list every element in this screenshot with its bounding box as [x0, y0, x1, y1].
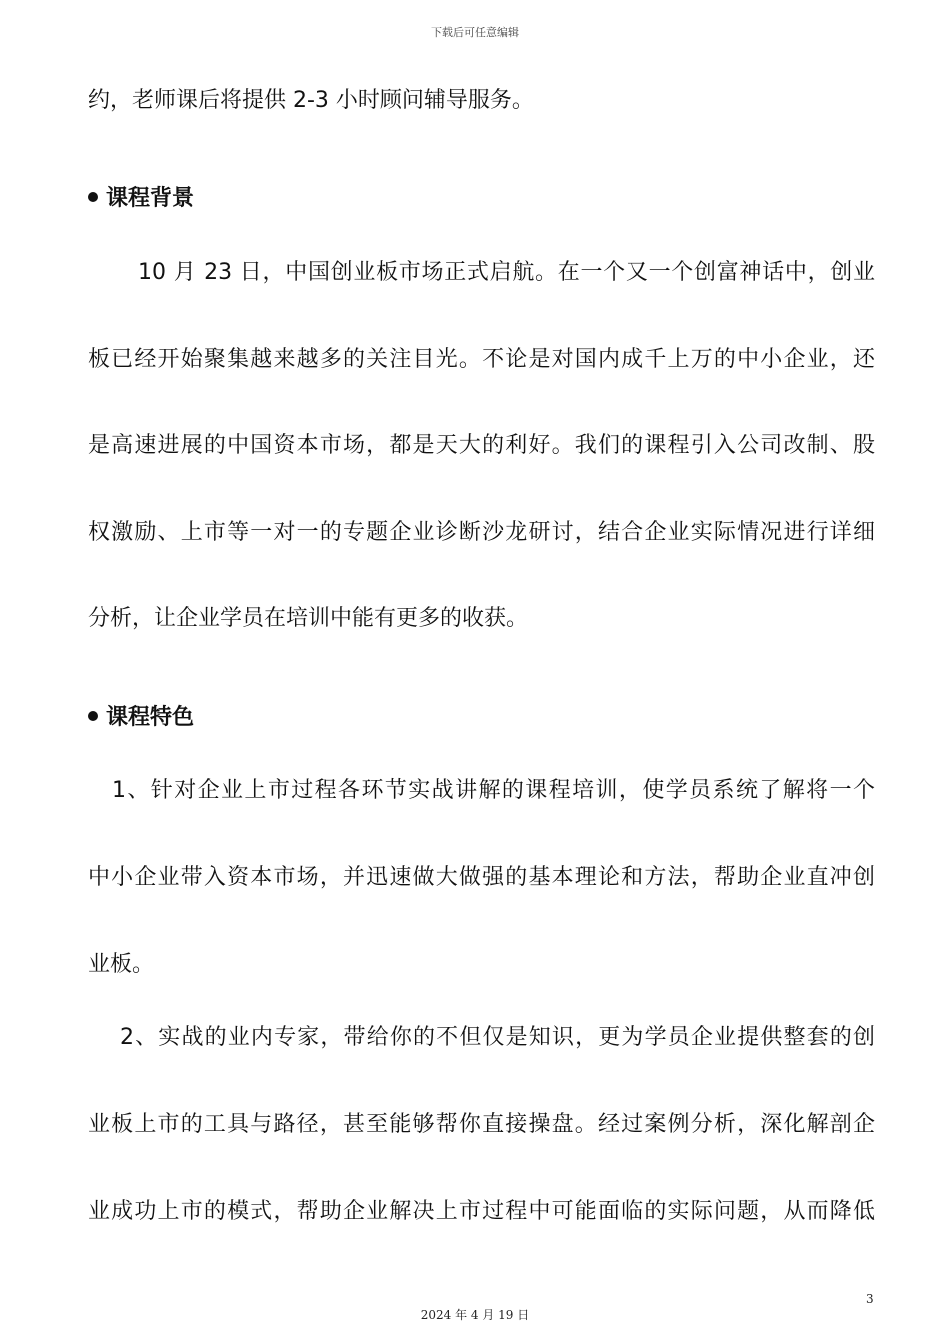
- paragraph-line: 板已经开始聚集越来越多的关注目光。不论是对国内成千上万的中小企业，还: [88, 347, 875, 372]
- list-item-line: 中小企业带入资本市场，并迅速做大做强的基本理论和方法，帮助企业直冲创: [88, 865, 875, 890]
- paragraph-line: 分析，让企业学员在培训中能有更多的收获。: [88, 606, 529, 631]
- paragraph-line: 是高速进展的中国资本市场，都是天大的利好。我们的课程引入公司改制、股: [88, 433, 875, 458]
- section-heading-features: [88, 703, 194, 733]
- page-header: 下载后可任意编辑: [431, 26, 519, 39]
- list-item-line: 业板上市的工具与路径，甚至能够帮你直接操盘。经过案例分析，深化解剖企: [88, 1112, 875, 1137]
- section-heading-label: 课程背景: [106, 186, 195, 211]
- section-heading-label: 课程特色: [106, 705, 195, 730]
- list-item-line: 业成功上市的模式，帮助企业解决上市过程中可能面临的实际问题，从而降低: [88, 1199, 875, 1224]
- paragraph-line: 权激励、上市等一对一的专题企业诊断沙龙研讨，结合企业实际情况进行详细: [88, 520, 875, 545]
- list-item-line: 1、针对企业上市过程各环节实战讲解的课程培训，使学员系统了解将一个: [112, 778, 875, 803]
- section-heading-background: [88, 184, 194, 214]
- bullet-icon: [88, 192, 98, 202]
- list-item-line: 业板。: [88, 952, 155, 977]
- paragraph-line: 10 月 23 日，中国创业板市场正式启航。在一个又一个创富神话中，创业: [138, 260, 875, 285]
- intro-line: 约，老师课后将提供 2-3 小时顾问辅导服务。: [88, 88, 534, 113]
- page-number: 3: [866, 1292, 874, 1306]
- list-item-line: 2、实战的业内专家，带给你的不但仅是知识，更为学员企业提供整套的创: [120, 1025, 875, 1050]
- bullet-icon: [88, 711, 98, 721]
- footer-date: 2024 年 4 月 19 日: [420, 1308, 530, 1322]
